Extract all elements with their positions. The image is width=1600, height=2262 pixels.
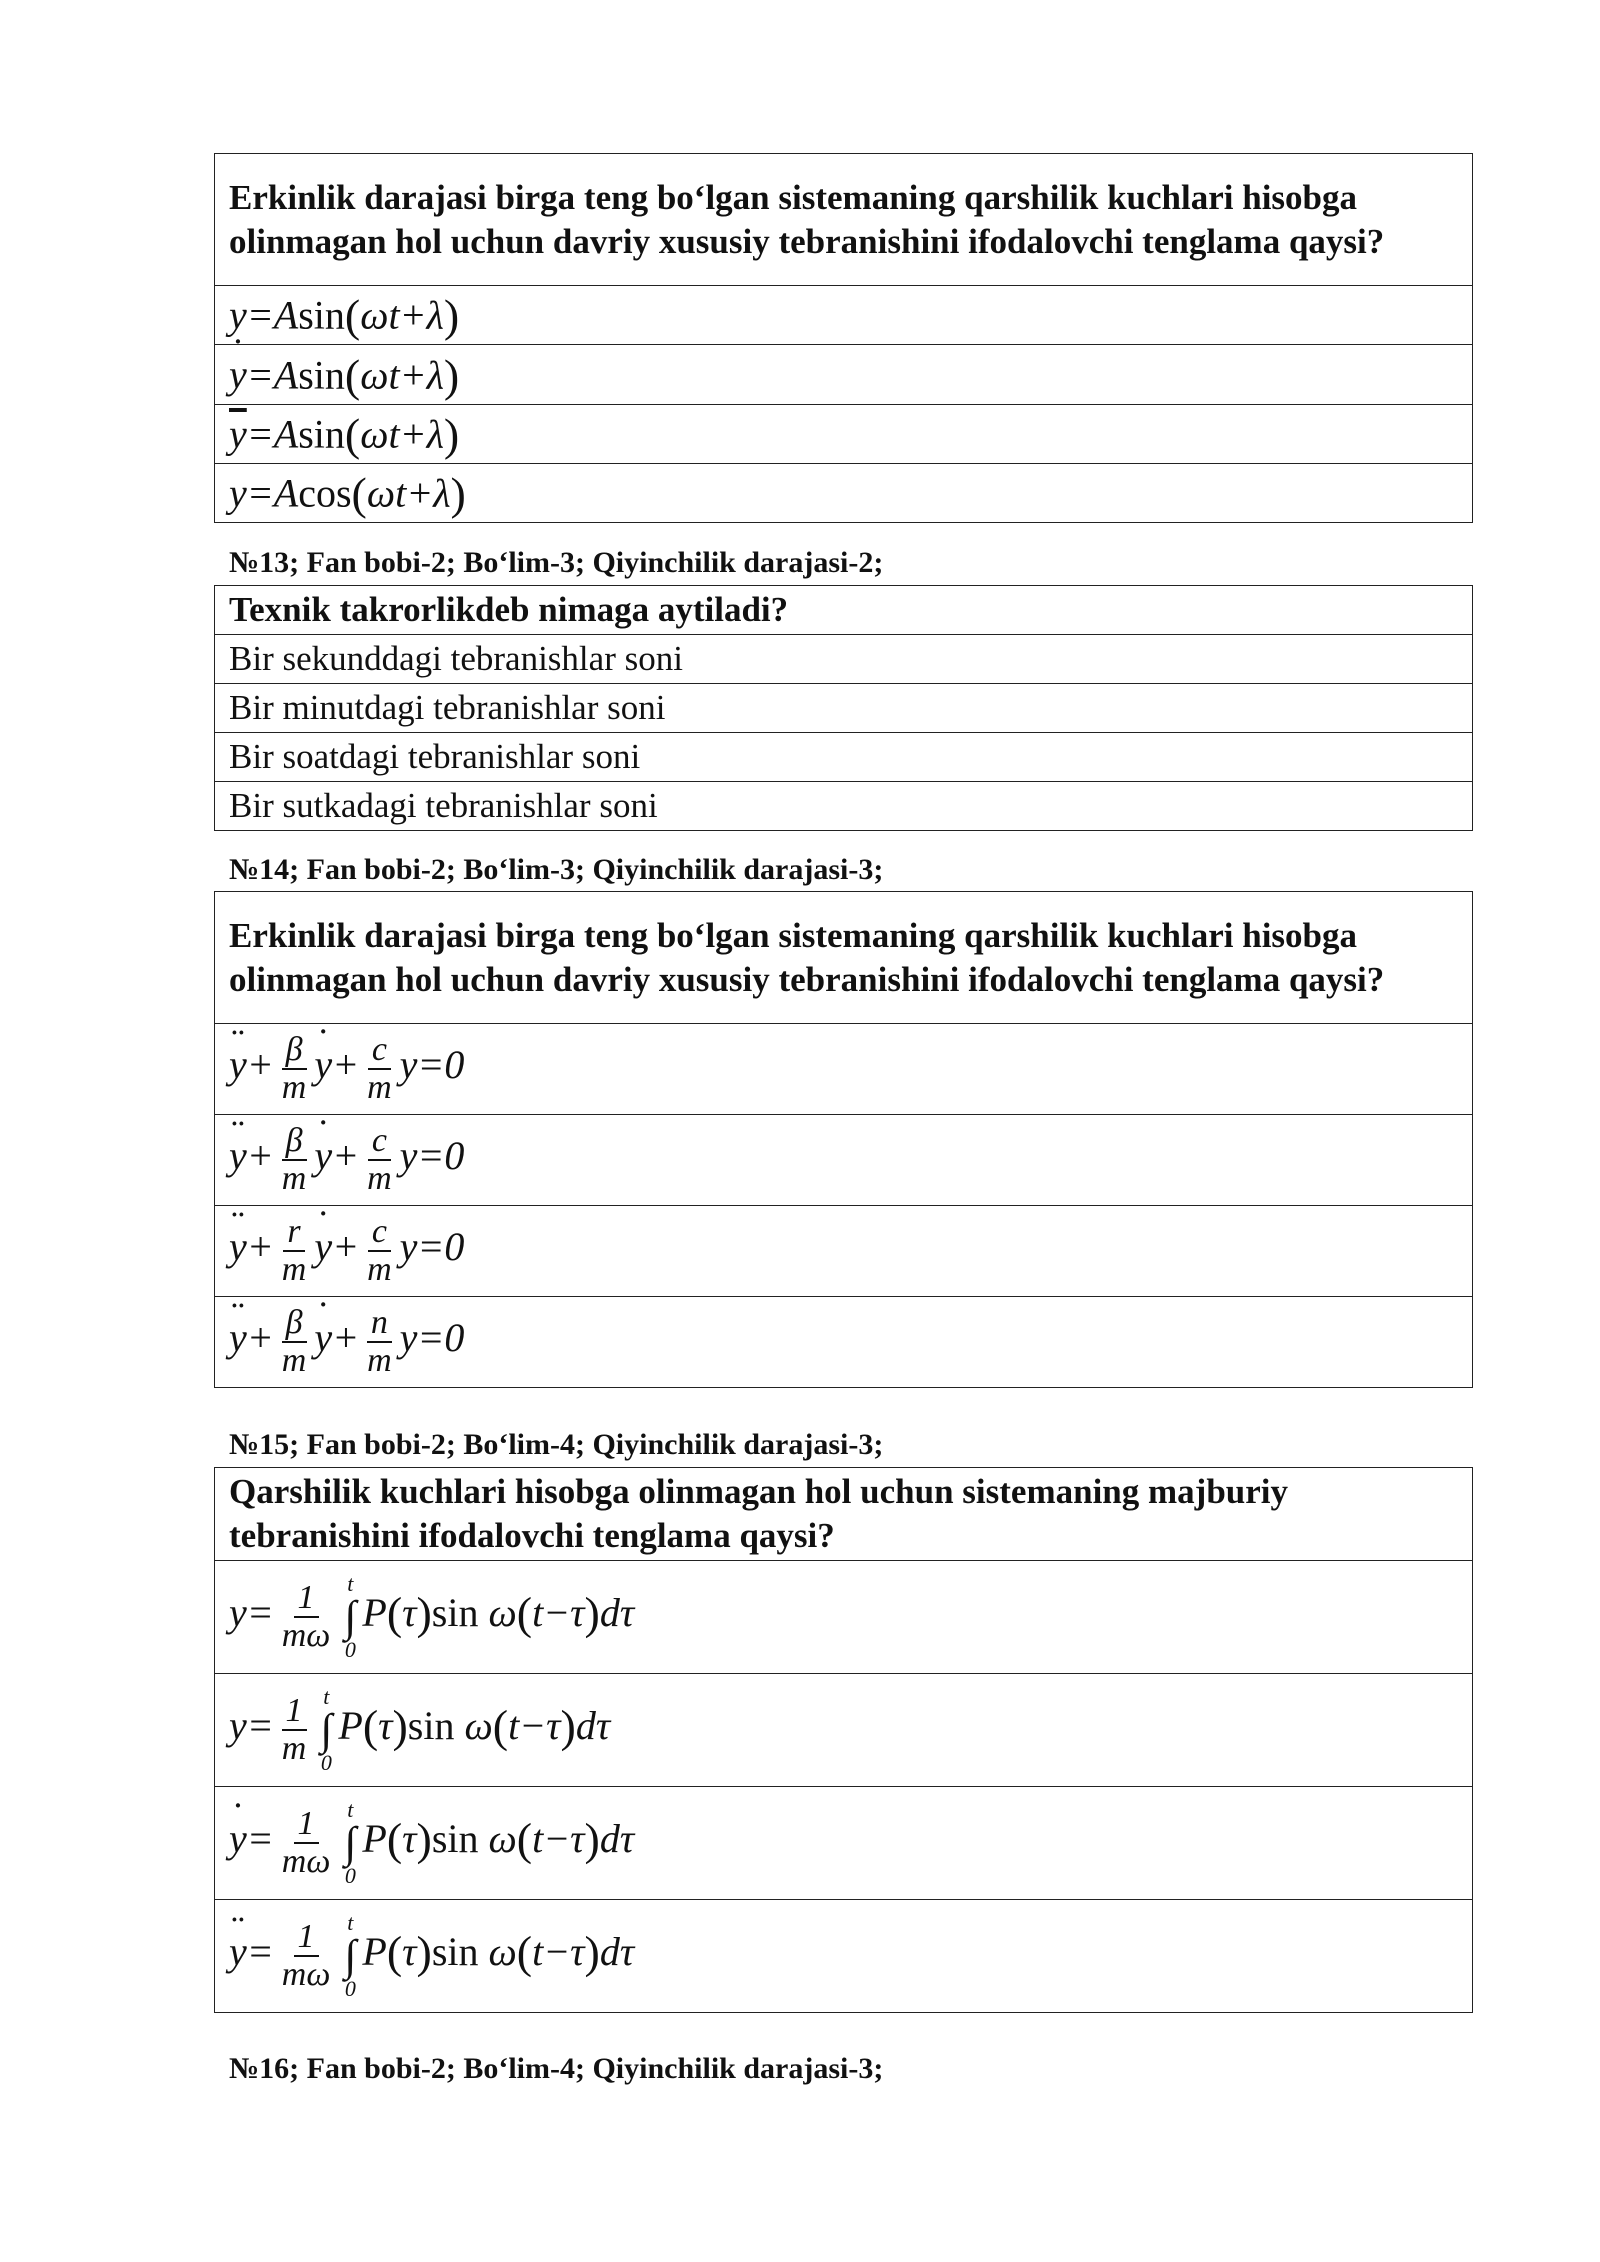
question-15-header: №15; Fan bobi-2; Bo‘lim-4; Qiyinchilik darajasi-3;	[229, 1428, 884, 1461]
question-12-text: Erkinlik darajasi birga teng bo‘lgan sistemaning qarshilik kuchlari hisobga olinmagan hol uchun davriy xususiy tebranishini ifodalovchi tenglama qaysi?	[215, 154, 1473, 286]
question-14-text: Erkinlik darajasi birga teng bo‘lgan sistemaning qarshilik kuchlari hisobga olinmagan hol uchun davriy xususiy tebranishini ifodalovchi tenglama qaysi?	[215, 892, 1473, 1024]
question-14-header: №14; Fan bobi-2; Bo‘lim-3; Qiyinchilik darajasi-3;	[229, 853, 884, 886]
q15-option-2: y= $\frac{1}{m}$ t ∫ 0 P(τ)sin ω(t−τ)dτ	[215, 1674, 1473, 1787]
q12-option-4: y=Acos(ωt+λ)	[215, 463, 1473, 522]
q14-option-1: ¨ y+ $\frac{\beta}{m}$ ˙ y+ $\frac{c}{m}$ y=0	[215, 1024, 1473, 1115]
q14-option-3: ¨ y+ $\frac{r}{m}$ ˙ y+ $\frac{c}{m}$ y=0	[215, 1206, 1473, 1297]
question-12-table	[214, 153, 1473, 523]
q13-option-4: Bir sutkadagi tebranishlar soni	[215, 782, 1473, 831]
q13-option-2: Bir minutdagi tebranishlar soni	[215, 684, 1473, 733]
question-13-header: №13; Fan bobi-2; Bo‘lim-3; Qiyinchilik darajasi-2;	[229, 546, 884, 579]
q12-option-3: $\overline{y}=Asin(\omega t+\lambda)$	[215, 404, 1473, 463]
q13-option-3: Bir soatdagi tebranishlar soni	[215, 733, 1473, 782]
question-14-table	[214, 891, 1473, 1388]
question-15-text: Qarshilik kuchlari hisobga olinmagan hol uchun sistemaning majburiy tebranishini ifodalovchi tenglama qaysi?	[215, 1468, 1473, 1561]
q14-option-2: ¨ y+ $\frac{\beta}{m}$ ˙ y+ $\frac{c}{m}$ y=0	[215, 1115, 1473, 1206]
question-13-text: Texnik takrorlikdeb nimaga aytiladi?	[215, 586, 1473, 635]
q15-option-3: ˙ y= $\frac{1}{m\omega}$ t ∫ 0 P(τ)sin ω(t−τ)dτ	[215, 1787, 1473, 1900]
q13-option-1: Bir sekunddagi tebranishlar soni	[215, 635, 1473, 684]
q12-option-2: ˙ y=Asin(ωt+λ)	[215, 345, 1473, 404]
question-16-header: №16; Fan bobi-2; Bo‘lim-4; Qiyinchilik darajasi-3;	[229, 2052, 884, 2085]
question-15-table	[214, 1467, 1473, 2013]
q12-option-1: y=Asin(ωt+λ)	[215, 286, 1473, 345]
q15-option-1: y= $\frac{1}{m\omega}$ t ∫ 0 P(τ)sin ω(t−τ)dτ	[215, 1561, 1473, 1674]
question-13-table	[214, 585, 1473, 831]
q14-option-4: ¨ y+ $\frac{\beta}{m}$ ˙ y+ $\frac{n}{m}$ y=0	[215, 1297, 1473, 1388]
q15-option-4: ¨ y= $\frac{1}{m\omega}$ t ∫ 0 P(τ)sin ω(t−τ)dτ	[215, 1900, 1473, 2013]
